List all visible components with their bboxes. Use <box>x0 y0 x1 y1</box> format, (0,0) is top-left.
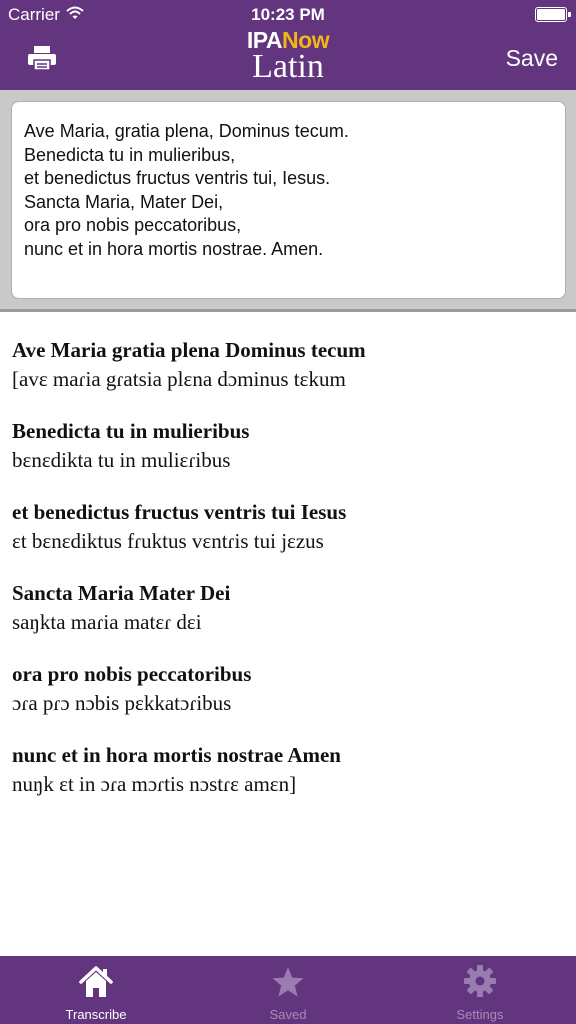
verse-latin-text: ora pro nobis peccatoribus <box>12 662 252 686</box>
transcription-results <box>12 336 568 822</box>
verse-block <box>12 336 568 417</box>
tab-bar <box>0 956 576 1024</box>
latin-text-input[interactable]: Ave Maria, gratia plena, Dominus tecum. Benedicta tu in mulieribus, et benedictus fructus ventris tui, Iesus. Sancta Maria, Mater Dei, ora pro nobis peccatoribus, nunc et in hora mortis nostrae. Amen. <box>11 101 566 299</box>
verse-ipa-text: nuŋk ɛt in ɔɾa mɔɾtis nɔstɾɛ amɛn] <box>12 772 297 796</box>
tab-settings[interactable] <box>384 956 576 1024</box>
verse-latin-text: nunc et in hora mortis nostrae Amen <box>12 743 341 767</box>
verse-ipa-text: [avɛ maɾia gɾatsia plɛna dɔminus tɛkum <box>12 367 346 391</box>
verse-ipa-text: saŋkta maɾia matɛɾ dɛi <box>12 610 202 634</box>
navigation-bar <box>0 0 576 90</box>
verse-block <box>12 579 568 660</box>
status-time: 10:23 PM <box>251 5 325 24</box>
tab-label: Saved <box>269 1007 307 1022</box>
verse-latin-text: Benedicta tu in mulieribus <box>12 419 250 443</box>
tab-transcribe[interactable] <box>0 956 192 1024</box>
home-icon <box>78 965 114 999</box>
verse-block <box>12 660 568 741</box>
carrier-label: Carrier <box>8 5 60 24</box>
save-button[interactable]: Save <box>505 45 558 71</box>
verse-ipa-text: ɔɾa pɾɔ nɔbis pɛkkatɔɾibus <box>12 691 232 715</box>
logo-wordmark: IPANow <box>246 27 330 53</box>
verse-block <box>12 741 568 822</box>
input-panel <box>0 90 576 312</box>
gear-icon <box>462 965 498 999</box>
tab-label: Transcribe <box>65 1007 127 1022</box>
verse-block <box>12 498 568 579</box>
logo-subtitle: Latin <box>252 48 324 85</box>
battery-icon <box>535 7 567 22</box>
verse-block <box>12 417 568 498</box>
verse-latin-text: Sancta Maria Mater Dei <box>12 581 231 605</box>
tab-saved[interactable] <box>192 956 384 1024</box>
verse-latin-text: Ave Maria gratia plena Dominus tecum <box>12 338 366 362</box>
verse-ipa-text: bɛnɛdikta tu in muliɛɾibus <box>12 448 231 472</box>
tab-label: Settings <box>456 1007 504 1022</box>
app-logo <box>0 27 576 85</box>
status-bar <box>0 0 576 30</box>
verse-latin-text: et benedictus fructus ventris tui Iesus <box>12 500 347 524</box>
star-icon <box>270 965 306 999</box>
verse-ipa-text: ɛt bɛnɛdiktus fɾuktus vɛntɾis tui jɛzus <box>12 529 324 553</box>
